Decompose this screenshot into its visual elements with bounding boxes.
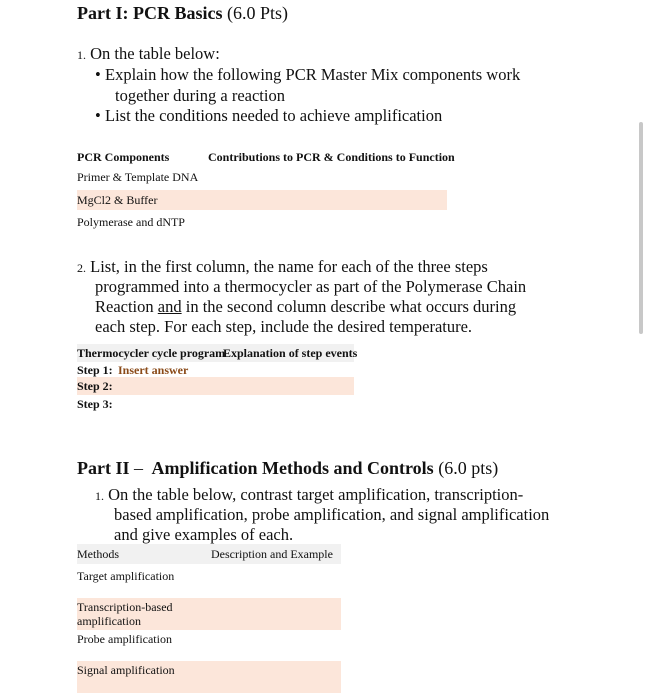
question-text-line: and give examples of each. xyxy=(114,525,294,544)
table-cell: Step 3: xyxy=(77,397,113,411)
bullet-item: • xyxy=(95,65,101,84)
table-header: Thermocycler cycle program xyxy=(77,346,226,360)
table-header: Methods xyxy=(77,547,119,561)
part2-title: Part II xyxy=(77,458,130,478)
table-header: Contributions to PCR & Conditions to Function xyxy=(208,150,455,164)
part1-title: Part I: PCR Basics xyxy=(77,3,223,23)
part1-points: (6.0 Pts) xyxy=(226,3,288,23)
table-cell: Target amplification xyxy=(77,569,175,583)
bullet-text: List the conditions needed to achieve amplification xyxy=(105,106,443,125)
table-row xyxy=(77,167,447,187)
text-span: Reaction xyxy=(95,297,154,316)
part1-question-2 xyxy=(77,257,488,278)
table-row xyxy=(77,566,341,586)
bullet-item: • xyxy=(95,106,101,125)
part1-heading xyxy=(77,3,288,24)
table-header-row xyxy=(77,147,455,167)
table-header-row xyxy=(77,344,358,362)
question-text: List, in the first column, the name for each of the three steps xyxy=(90,257,488,276)
table-cell: Signal amplification xyxy=(77,663,175,677)
table-cell-continued: amplification xyxy=(77,614,141,628)
part2-points: (6.0 pts) xyxy=(438,458,499,478)
table-row xyxy=(77,190,447,210)
question-text-line: programmed into a thermocycler as part of the Polymerase Chain xyxy=(95,277,527,296)
text-span: in the second column describe what occurs during xyxy=(185,297,517,316)
table-cell: Probe amplification xyxy=(77,632,172,646)
part2-heading xyxy=(77,458,498,479)
table-row xyxy=(77,395,354,413)
question-number: 1. xyxy=(95,489,104,503)
bullet-text: Explain how the following PCR Master Mix components work xyxy=(105,65,521,84)
table-cell: Transcription-based xyxy=(77,600,173,614)
table-cell: Primer & Template DNA xyxy=(77,170,199,184)
question-text-line: based amplification, probe amplification, and signal amplification xyxy=(114,505,550,524)
table-row xyxy=(77,630,341,650)
table-cell: MgCl2 & Buffer xyxy=(77,193,158,207)
vertical-scrollbar[interactable] xyxy=(639,122,643,334)
answer-placeholder[interactable]: Insert answer xyxy=(118,363,189,377)
part2-question-1 xyxy=(95,485,523,506)
question-text-line xyxy=(95,297,516,317)
table-row xyxy=(77,598,341,630)
question-text: On the table below: xyxy=(90,44,220,63)
question-number: 2. xyxy=(77,261,86,275)
table-header: Description and Example xyxy=(211,547,333,561)
table-row xyxy=(77,661,341,693)
table-header: Explanation of step events xyxy=(223,346,358,360)
question-text: On the table below, contrast target amplification, transcription- xyxy=(108,485,524,504)
part2-dash: – xyxy=(134,458,143,478)
question-text-line: each step. For each step, include the desired temperature. xyxy=(95,317,473,336)
bullet-text-continued: together during a reaction xyxy=(115,86,285,105)
table-cell: Step 2: xyxy=(77,379,113,393)
part1-question-1 xyxy=(77,44,220,65)
table-header-row xyxy=(77,544,341,564)
table-cell: Polymerase and dNTP xyxy=(77,215,185,229)
question-number: 1. xyxy=(77,48,86,62)
table-cell: Step 1: xyxy=(77,363,113,377)
underlined-and: and xyxy=(157,297,182,316)
table-row xyxy=(77,377,354,395)
table-header: PCR Components xyxy=(77,150,170,164)
part2-title-rest: Amplification Methods and Controls xyxy=(151,458,434,478)
table-row xyxy=(77,212,447,232)
